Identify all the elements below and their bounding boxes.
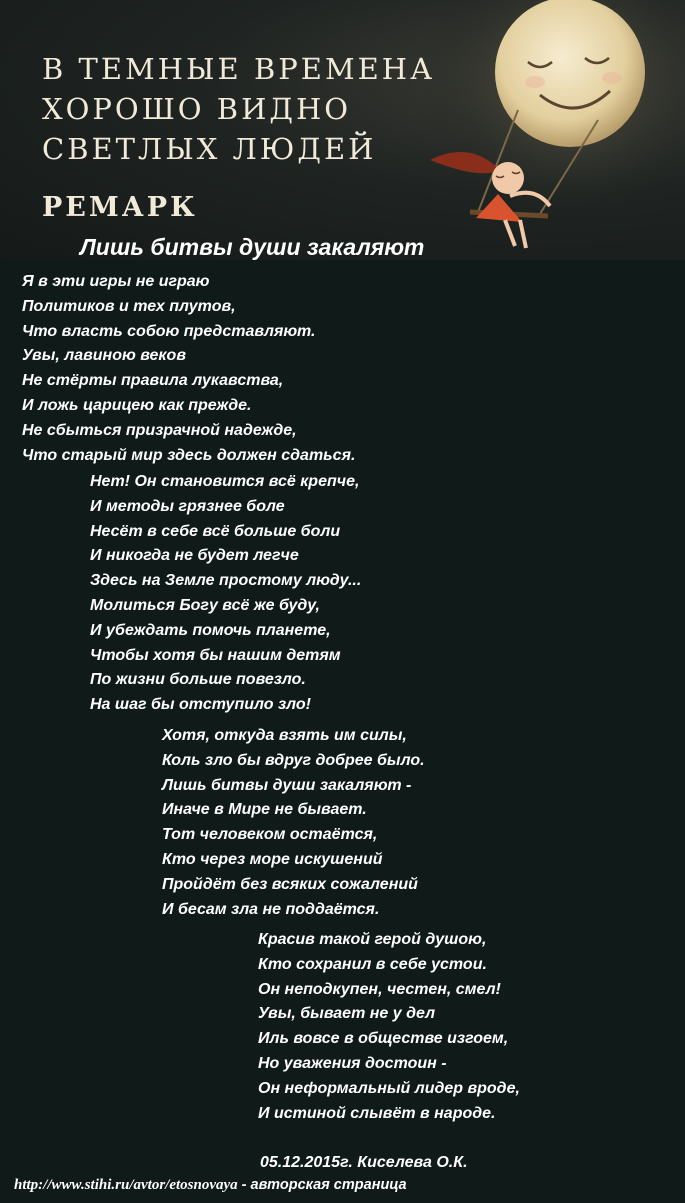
quote-line-2: ХОРОШО ВИДНО: [42, 92, 352, 126]
poem-line: Кто через море искушений: [162, 850, 383, 868]
poem-line: Чтобы хотя бы нашим детям: [90, 646, 341, 664]
poem-line: Не стёрты правила лукавства,: [22, 372, 284, 390]
poem-line: Не сбыться призрачной надежде,: [22, 421, 297, 439]
poem-line: Он неподкупен, честен, смел!: [258, 980, 501, 998]
poem-line: На шаг бы отступило зло!: [90, 696, 311, 714]
poem-line: Лишь битвы души закаляют -: [162, 776, 412, 794]
poem-line: Тот человеком остаётся,: [162, 826, 378, 844]
poem-line: Я в эти игры не играю: [22, 273, 210, 290]
stanza-1: [22, 270, 355, 468]
poem-title: Лишь битвы души закаляют: [80, 234, 425, 260]
poem-line: Увы, лавиною веков: [22, 347, 186, 365]
poem-line: Политиков и тех плутов,: [22, 297, 236, 315]
quote-line-3: СВЕТЛЫХ ЛЮДЕЙ: [42, 132, 377, 166]
footer: [14, 1177, 407, 1194]
stanza-3: [162, 724, 425, 922]
poem-line: Хотя, откуда взять им силы,: [162, 727, 407, 744]
stanza-4: [258, 928, 520, 1126]
poem-line: Коль зло бы вдруг добрее было.: [162, 751, 425, 769]
poem-line: Что власть собою представляют.: [22, 322, 316, 340]
quote-author: РЕМАРК: [42, 192, 198, 223]
quote-line-1: В ТЕМНЫЕ ВРЕМЕНА: [42, 52, 436, 86]
moon-icon: [495, 0, 645, 147]
poem-line: Молиться Богу всё же буду,: [90, 596, 320, 614]
poem-line: Что старый мир здесь должен сдаться.: [22, 446, 356, 464]
poem-line: Иначе в Мире не бывает.: [162, 801, 367, 819]
poem-line: Здесь на Земле простому люду...: [90, 572, 362, 590]
poem-line: Нет! Он становится всё крепче,: [90, 473, 360, 490]
poem-line: Несёт в себе всё больше боли: [90, 522, 341, 540]
poem-line: Он неформальный лидер вроде,: [258, 1079, 520, 1097]
poem-line: И убеждать помочь планете,: [90, 621, 331, 639]
poem-line: Иль вовсе в обществе изгоем,: [258, 1030, 509, 1048]
poem-line: И истиной слывёт в народе.: [258, 1104, 496, 1122]
poem-line: И бесам зла не поддаётся.: [162, 900, 380, 918]
poem-line: Но уважения достоин -: [258, 1054, 447, 1072]
header-banner: [0, 0, 685, 260]
signature-date: 05.12.2015г. Киселева О.К.: [260, 1154, 468, 1171]
author-page-link[interactable]: http://www.stihi.ru/avtor/etosnovaya: [14, 1177, 238, 1193]
poem-line: Красив такой герой душою,: [258, 931, 487, 948]
poem-line: По жизни больше повезло.: [90, 671, 306, 689]
poem-line: И никогда не будет легче: [90, 547, 299, 565]
poem-line: И ложь царицею как прежде.: [22, 396, 252, 414]
footer-note: - авторская страница: [237, 1177, 407, 1193]
poem-line: Кто сохранил в себе устои.: [258, 955, 487, 973]
poem-line: Увы, бывает не у дел: [258, 1005, 436, 1023]
stanza-2: [90, 470, 361, 718]
poem-line: И методы грязнее боле: [90, 497, 285, 515]
poem-line: Пройдёт без всяких сожалений: [162, 875, 418, 893]
